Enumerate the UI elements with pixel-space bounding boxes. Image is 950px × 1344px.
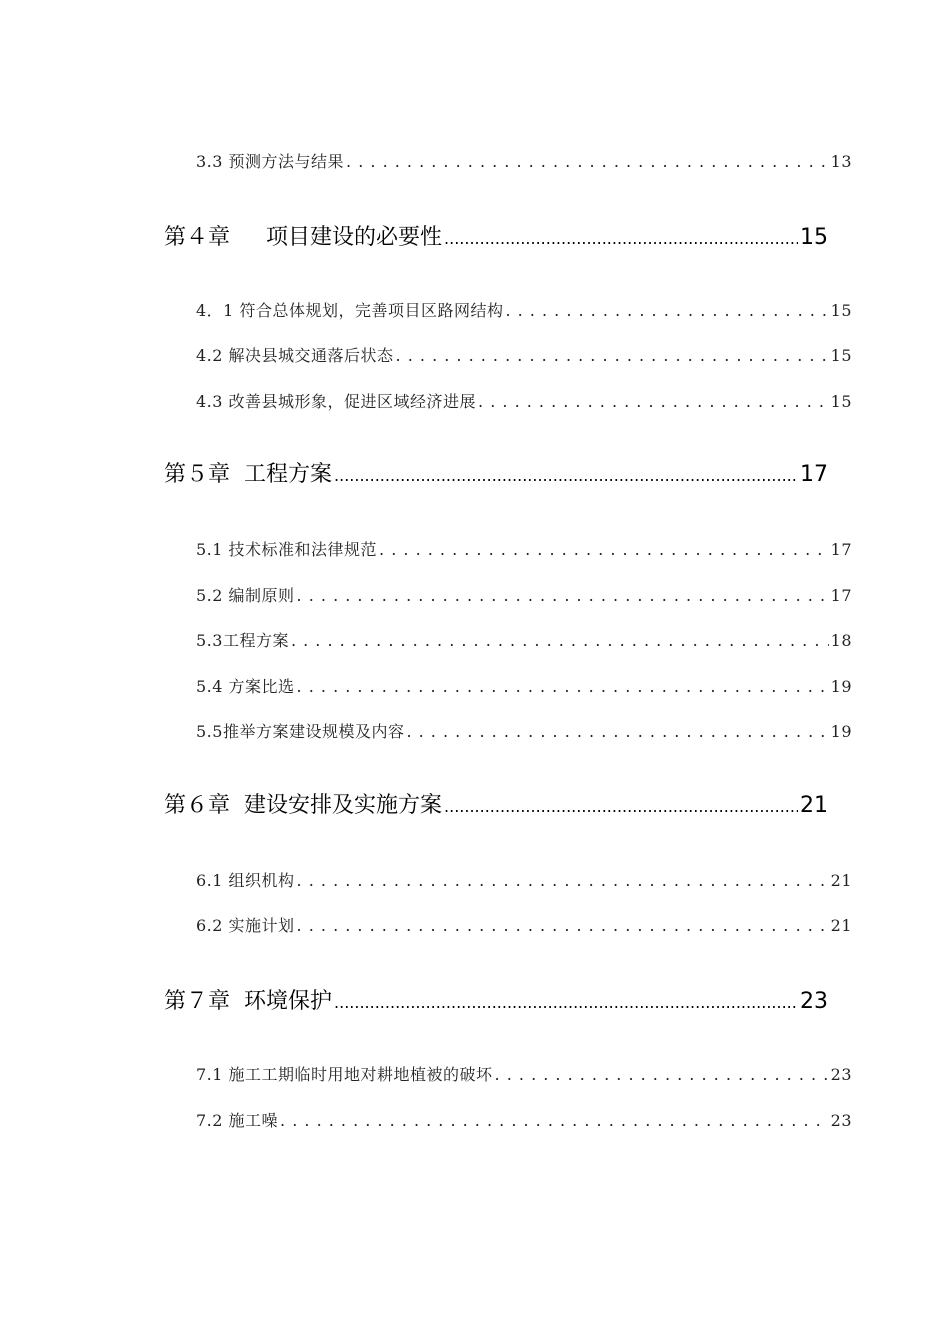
toc-page-number: 13	[830, 152, 852, 171]
dot-leader	[291, 631, 829, 650]
toc-page-number: 15	[830, 392, 852, 411]
toc-entry-title: 7.2 施工噪	[196, 1111, 279, 1130]
toc-entry-title: 5.1 技术标准和法律规范	[196, 540, 378, 559]
dot-leader	[444, 229, 798, 248]
chapter-title: 建设安排及实施方案	[244, 793, 443, 818]
dot-leader	[396, 346, 829, 365]
toc-page-number: 21	[830, 916, 852, 935]
chapter-number: 第４章	[164, 225, 231, 250]
toc-entry-title: 5.3工程方案	[196, 631, 289, 650]
toc-chapter-6[interactable]	[164, 788, 828, 822]
dot-leader	[334, 993, 798, 1012]
toc-page-number: 23	[800, 989, 828, 1014]
toc-page-number: 19	[830, 677, 852, 696]
dot-leader	[297, 871, 829, 890]
toc-entry-6-2[interactable]	[196, 913, 852, 937]
toc-page-number: 17	[830, 540, 852, 559]
dot-leader	[346, 152, 829, 171]
toc-entry-4-2[interactable]	[196, 343, 852, 367]
toc-entry-title: 6.1 组织机构	[196, 871, 295, 890]
dot-leader	[444, 797, 798, 816]
toc-entry-title: 5.4 方案比选	[196, 677, 295, 696]
toc-entry-5-5[interactable]	[196, 719, 852, 743]
toc-page-number: 15	[830, 346, 852, 365]
toc-entry-4-3[interactable]	[196, 389, 852, 413]
dot-leader	[495, 1065, 829, 1084]
toc-entry-5-2[interactable]	[196, 583, 852, 607]
dot-leader	[334, 466, 798, 485]
toc-entry-7-2[interactable]	[196, 1108, 852, 1132]
toc-page-number: 19	[830, 722, 852, 741]
toc-chapter-7[interactable]	[164, 984, 828, 1018]
toc-page-number: 17	[800, 462, 828, 487]
dot-leader	[280, 1111, 829, 1130]
chapter-number: 第５章	[164, 462, 231, 487]
dot-leader	[297, 586, 829, 605]
toc-page-number: 18	[830, 631, 852, 650]
toc-entry-4-1[interactable]	[196, 298, 852, 322]
dot-leader	[406, 722, 828, 741]
toc-entry-5-4[interactable]	[196, 674, 852, 698]
toc-entry-title: 6.2 实施计划	[196, 916, 295, 935]
chapter-title: 项目建设的必要性	[266, 225, 443, 250]
toc-entry-title: 4．1 符合总体规划，完善项目区路网结构	[196, 301, 504, 320]
toc-entry-5-1[interactable]	[196, 537, 852, 561]
dot-leader	[478, 392, 829, 411]
toc-entry-title: 4.3 改善县城形象，促进区域经济进展	[196, 392, 477, 411]
toc-page-number: 17	[830, 586, 852, 605]
chapter-title: 环境保护	[244, 989, 333, 1014]
dot-leader	[297, 677, 829, 696]
dot-leader	[297, 916, 829, 935]
toc-page-number: 15	[800, 225, 828, 250]
toc-entry-title: 3.3 预测方法与结果	[196, 152, 345, 171]
toc-entry-title: 5.5推举方案建设规模及内容	[196, 722, 405, 741]
toc-entry-7-1[interactable]	[196, 1062, 852, 1086]
toc-chapter-5[interactable]	[164, 457, 828, 491]
chapter-number: 第６章	[164, 793, 231, 818]
chapter-number: 第７章	[164, 989, 231, 1014]
toc-page-number: 21	[830, 871, 852, 890]
toc-entry-3-3[interactable]	[196, 149, 852, 173]
toc-entry-title: 5.2 编制原则	[196, 586, 295, 605]
toc-page-number: 21	[800, 793, 828, 818]
chapter-title: 工程方案	[244, 462, 333, 487]
toc-page-number: 15	[830, 301, 852, 320]
toc-chapter-4[interactable]	[164, 220, 828, 254]
toc-entry-title: 7.1 施工工期临时用地对耕地植被的破坏	[196, 1065, 493, 1084]
dot-leader	[379, 540, 829, 559]
toc-page-number: 23	[830, 1111, 852, 1130]
toc-entry-title: 4.2 解决县城交通落后状态	[196, 346, 394, 365]
toc-entry-5-3[interactable]	[196, 628, 852, 652]
toc-entry-6-1[interactable]	[196, 868, 852, 892]
dot-leader	[505, 301, 828, 320]
toc-page-number: 23	[830, 1065, 852, 1084]
